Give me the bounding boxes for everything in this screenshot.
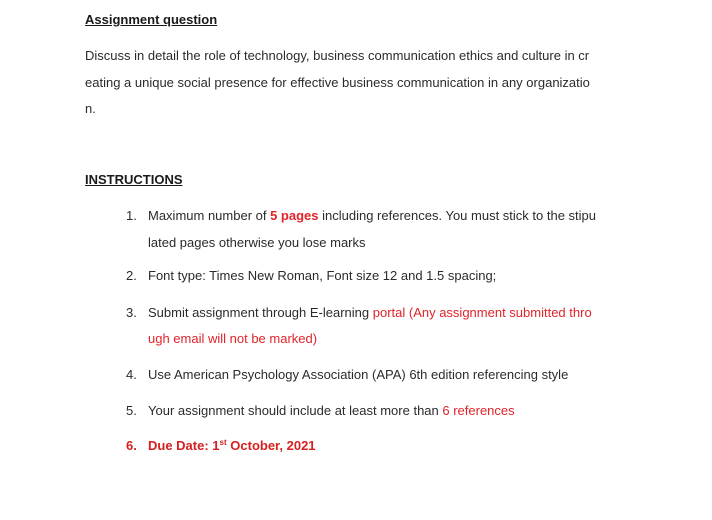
item-number: 5. [126,403,137,418]
portal-note-highlight: portal (Any assignment submitted thro [372,305,592,320]
item-text: Maximum number of [148,208,271,223]
item-number: 6. [126,438,137,453]
item-number: 3. [126,305,137,320]
due-date-label: Due Date: 1 [148,438,220,453]
due-date-rest: October, 2021 [226,438,316,453]
question-line-1: Discuss in detail the role of technology, business communication ethics and culture in cr [85,48,590,63]
instruction-item-4 [126,367,568,382]
item-text: Your assignment should include at least more than [148,403,443,418]
item-text: Use American Psychology Association (APA) 6th edition referencing style [148,367,569,382]
question-line-2: eating a unique social presence for effective business communication in any organizatio [85,75,590,90]
page-limit-highlight: 5 pages [270,208,319,223]
item-number: 4. [126,367,137,382]
item-text: Font type: Times New Roman, Font size 12 and 1.5 spacing; [148,268,497,283]
assignment-question-heading: Assignment question [85,12,218,27]
instruction-item-3-continuation: ugh email will not be marked) [148,331,318,346]
item-number: 2. [126,268,137,283]
instruction-item-3 [126,305,592,320]
instruction-item-1 [126,208,596,223]
instruction-item-6-due-date [126,438,316,453]
instruction-item-1-continuation: lated pages otherwise you lose marks [148,235,366,250]
item-number: 1. [126,208,137,223]
instruction-item-2 [126,268,496,283]
item-text-after: including references. You must stick to the stipu [318,208,597,223]
references-count-highlight: 6 references [442,403,515,418]
item-text: Submit assignment through E-learning [148,305,373,320]
question-line-3: n. [85,101,96,116]
due-date-ordinal: st [219,438,227,447]
instructions-heading: INSTRUCTIONS [85,172,183,187]
instruction-item-5 [126,403,515,418]
